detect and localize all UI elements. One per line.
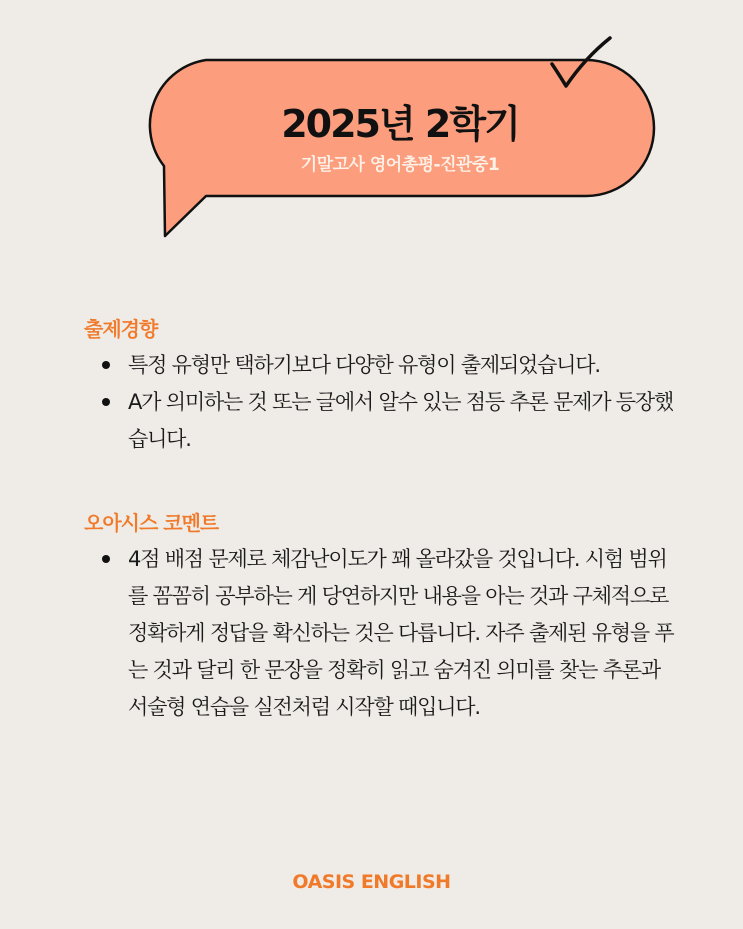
page-subtitle: 기말고사 영어총평-진관중1	[300, 155, 500, 175]
list-item-text: 4점 배점 문제로 체감난이도가 꽤 올라갔을 것입니다. 시험 범위를 꼼꼼히 공부하는 게 당연하지만 내용을 아는 것과 구체적으로 정확하게 정답을 확신하는 것은 다릅니다. 자주 출제된 유형을 푸는 것과 달리 한 문장을 정확히 읽고 숨겨진 의미를 찾는 추론과 서술형 연습을 실전처럼 시작할 때입니다.	[128, 547, 674, 719]
bullet-dot-icon	[102, 555, 110, 563]
section-heading-comment: 오아시스 코멘트	[84, 511, 219, 535]
bullet-dot-icon	[102, 361, 110, 369]
list-item	[84, 347, 674, 384]
page-title: 2025년 2학기	[281, 102, 519, 146]
list-item-text: A가 의미하는 것 또는 글에서 알수 있는 점등 추론 문제가 등장했습니다.	[128, 390, 674, 451]
bullet-dot-icon	[102, 398, 110, 406]
trends-list	[84, 347, 674, 458]
comment-list	[84, 541, 674, 726]
list-item	[84, 541, 674, 726]
section-heading-trends: 출제경향	[84, 317, 158, 341]
list-item	[84, 384, 674, 458]
list-item-text: 특정 유형만 택하기보다 다양한 유형이 출제되었습니다.	[128, 353, 600, 377]
footer-brand: OASIS ENGLISH	[292, 871, 451, 893]
